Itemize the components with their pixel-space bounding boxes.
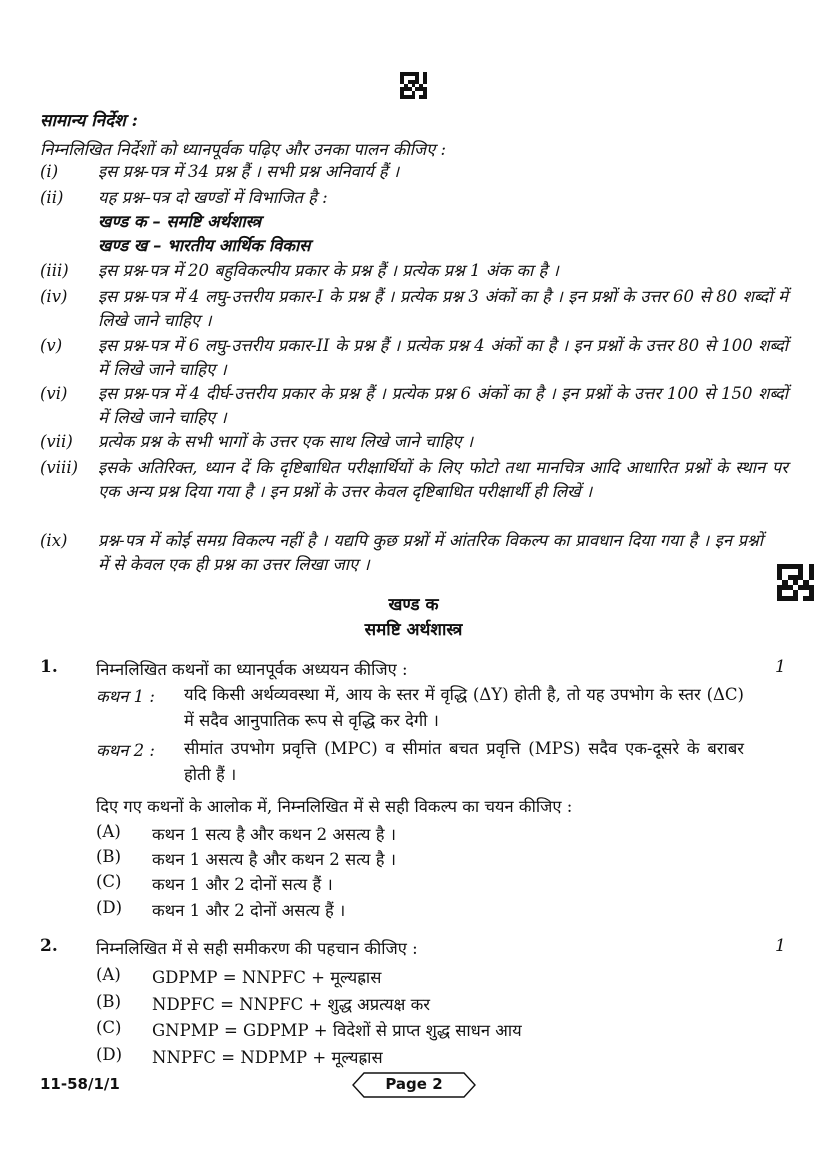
statement-text: यदि किसी अर्थव्यवस्था में, आय के स्तर में वृद्धि (ΔY) होती है, तो यह उपभोग के स्तर (ΔC) में सदैव आनुपातिक रूप से वृद्धि कर देगी ।: [184, 685, 744, 730]
option-label: (A): [96, 965, 121, 984]
instruction-number: (ii): [40, 188, 64, 207]
instruction-text: इस प्रश्न-पत्र में 4 दीर्घ-उत्तरीय प्रकार के प्रश्न हैं । प्रत्येक प्रश्न 6 अंकों का है । इन प्रश्नों के उत्तर 100 से 150 शब्दों में लिखे जाने चाहिए ।: [98, 384, 788, 427]
instruction-number: (iv): [40, 287, 68, 306]
option-text: कथन 1 असत्य है और कथन 2 सत्य है ।: [152, 850, 396, 869]
instruction-number: (ix): [40, 531, 68, 550]
question-marks: 1: [775, 936, 786, 956]
question-number: 2.: [40, 936, 58, 956]
option-text: कथन 1 और 2 दोनों सत्य हैं ।: [152, 875, 333, 894]
option-text: कथन 1 सत्य है और कथन 2 असत्य है ।: [152, 825, 396, 844]
instruction-number: (viii): [40, 458, 79, 477]
statement-label: कथन 2 :: [96, 741, 155, 760]
instruction-text: इस प्रश्न-पत्र में 6 लघु-उत्तरीय प्रकार-II के प्रश्न हैं । प्रत्येक प्रश्न 4 अंकों का है । इन प्रश्नों के उत्तर 80 से 100 शब्दों में लिखे जाने चाहिए ।: [98, 336, 788, 379]
instruction-text: इस प्रश्न-पत्र में 20 बहुविकल्पीय प्रकार के प्रश्न हैं । प्रत्येक प्रश्न 1 अंक का है ।: [98, 261, 559, 280]
option-text: कथन 1 और 2 दोनों असत्य हैं ।: [152, 901, 346, 920]
statement-text: सीमांत उपभोग प्रवृत्ति (MPC) व सीमांत बचत प्रवृत्ति (MPS) सदैव एक-दूसरे के बराबर होती हैं ।: [184, 739, 744, 784]
page-number-badge: [352, 1072, 476, 1098]
instruction-text: इसके अतिरिक्त, ध्यान दें कि दृष्टिबाधित परीक्षार्थियों के लिए फोटो तथा मानचित्र आदि आधारित प्रश्नों के स्थान पर एक अन्य प्रश्न दिया गया है । इन प्रश्नों के उत्तर केवल दृष्टिबाधित परीक्षार्थी ही लिखें ।: [98, 458, 788, 501]
paper-code: 11-58/1/1: [40, 1075, 120, 1093]
option-text: GNPMP = GDPMP + विदेशों से प्राप्त शुद्ध साधन आय: [152, 1021, 522, 1040]
instruction-text: प्रत्येक प्रश्न के सभी भागों के उत्तर एक साथ लिखे जाने चाहिए ।: [98, 432, 473, 451]
option-label: (C): [96, 872, 122, 891]
question-prompt: निम्नलिखित में से सही समीकरण की पहचान कीजिए :: [96, 939, 418, 958]
option-label: (D): [96, 1045, 123, 1064]
option-label: (B): [96, 992, 121, 1011]
option-label: (D): [96, 898, 123, 917]
statement-label: कथन 1 :: [96, 687, 155, 706]
option-text: NDPFC = NNPFC + शुद्ध अप्रत्यक्ष कर: [152, 995, 431, 1014]
instruction-text: इस प्रश्न-पत्र में 4 लघु-उत्तरीय प्रकार-I के प्रश्न हैं । प्रत्येक प्रश्न 3 अंकों का है । इन प्रश्नों के उत्तर 60 से 80 शब्दों में लिखे जाने चाहिए ।: [98, 287, 788, 330]
instruction-text: प्रश्न-पत्र में कोई समग्र विकल्प नहीं है । यद्यपि कुछ प्रश्नों में आंतरिक विकल्प का प्रावधान दिया गया है । इन प्रश्नों में से केवल एक ही प्रश्न का उत्तर लिखा जाए ।: [98, 531, 763, 574]
instruction-text: इस प्रश्न-पत्र में 34 प्रश्न हैं । सभी प्रश्न अनिवार्य हैं ।: [98, 162, 400, 181]
instructions-heading: सामान्य निर्देश :: [40, 111, 138, 131]
question-prompt: निम्नलिखित कथनों का ध्यानपूर्वक अध्ययन कीजिए :: [96, 660, 408, 679]
option-label: (B): [96, 847, 121, 866]
option-text: NNPFC = NDPMP + मूल्यह्रास: [152, 1048, 383, 1067]
qr-code-icon: [400, 72, 427, 99]
option-label: (C): [96, 1018, 122, 1037]
page-number: Page 2: [385, 1075, 443, 1093]
instruction-number: (iii): [40, 261, 69, 280]
instruction-section-a: खण्ड क – समष्टि अर्थशास्त्र: [98, 212, 262, 231]
section-title: समष्टि अर्थशास्त्र: [364, 620, 463, 640]
question-number: 1.: [40, 657, 58, 677]
instruction-number: (v): [40, 336, 63, 355]
instruction-number: (vii): [40, 432, 73, 451]
instructions-intro: निम्नलिखित निर्देशों को ध्यानपूर्वक पढ़िए और उनका पालन कीजिए :: [40, 140, 447, 159]
instruction-number: (vi): [40, 384, 68, 403]
option-label: (A): [96, 822, 121, 841]
instruction-section-b: खण्ड ख – भारतीय आर्थिक विकास: [98, 236, 311, 255]
question-marks: 1: [775, 657, 786, 677]
instruction-number: (i): [40, 162, 59, 181]
section-label: खण्ड क: [388, 595, 439, 615]
option-text: GDPMP = NNPFC + मूल्यह्रास: [152, 968, 382, 987]
instruction-text: यह प्रश्न–पत्र दो खण्डों में विभाजित है :: [98, 188, 328, 207]
question-instruction: दिए गए कथनों के आलोक में, निम्नलिखित में से सही विकल्प का चयन कीजिए :: [96, 797, 573, 816]
